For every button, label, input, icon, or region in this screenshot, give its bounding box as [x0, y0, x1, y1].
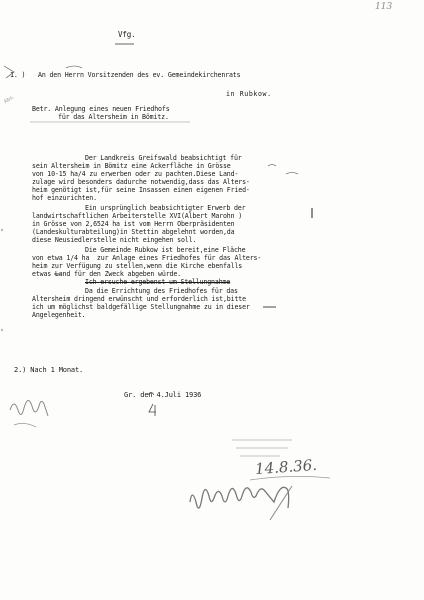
- body-p2-line-2: landwirtschaftlichen Arbeiterstelle XVI(Albert Marohn ): [32, 212, 243, 220]
- left-scribble: [10, 400, 48, 416]
- vfg-heading: Vfg.: [118, 30, 136, 39]
- body-p1-line-6: hof einzurichten.: [32, 194, 97, 202]
- struck-line: Ich ersuche ergebenst um Stellungnahme: [85, 278, 231, 286]
- body-p4-line-1: Da die Errichtung des Friedhofes für das: [85, 287, 238, 295]
- body-p2-line-4: (Landeskulturabteilung)in Stettin abgelehnt worden,da: [32, 228, 235, 236]
- subject-line-2: für das Altersheim in Bömitz.: [58, 113, 169, 121]
- body-p3-line-4: etwas Land für den Zweck abgeben würde.: [32, 270, 181, 278]
- date-line: Gr. den 4.Juli 1936: [124, 391, 202, 399]
- body-p3-line-2: von etwa 1/4 ha zur Anlage eines Friedhofes für das Alters-: [32, 254, 262, 262]
- item-number-1: 1. ): [10, 71, 26, 79]
- date-digit-four-mark: [149, 404, 156, 416]
- left-scribble-tail: [14, 423, 36, 427]
- body-p1-line-4: zulage wird besonders dadurche notwendig,dass das Alters-: [32, 178, 250, 186]
- body-p4-line-3: ich um möglichst baldgefällige Stellungnahme zu in dieser: [32, 303, 250, 311]
- date-correction: [148, 393, 154, 396]
- correction-land: [268, 165, 276, 167]
- handwritten-date-note: 14.8.36.: [254, 455, 318, 479]
- punch-hole-bottom: [1, 329, 3, 331]
- body-p2-line-1: Ein ursprünglich beabsichtigter Erwerb der: [85, 204, 246, 212]
- body-p4-line-4: Angelegenheit.: [32, 311, 86, 319]
- diagonal-stamp: Abs.: [3, 94, 16, 106]
- body-p2-line-3: in Grösse von 2,6524 ha ist vom Herrn Oberpräsidenten: [32, 220, 235, 228]
- recipient-place: in Rubkow.: [226, 90, 272, 98]
- body-p1-line-3: von 10-15 ha/4 zu erwerben oder zu pachten.Diese Land-: [32, 170, 239, 178]
- body-p3-line-3: heim zur Verfügung zu stellen,wenn die Kirche ebenfalls: [32, 262, 243, 270]
- body-p4-line-2: Altersheim dringend erwünscht und erforderlich ist,bitte: [32, 295, 246, 303]
- body-p1-line-1: Der Landkreis Greifswald beabsichtigt für: [85, 154, 242, 162]
- subject-line-1: Betr. Anlegung eines neuen Friedhofs: [32, 105, 170, 113]
- body-p1-line-5: heim genötigt ist,für seine Insassen einen eigenen Fried-: [32, 186, 250, 194]
- signature-scribble: [190, 487, 289, 508]
- body-p1-line-2: sein Altersheim in Bömitz eine Ackerfläche in Grösse: [32, 162, 231, 170]
- punch-hole-top: [1, 229, 3, 231]
- folio-number: 113: [375, 2, 393, 12]
- body-p2-line-5: diese Neusiedlerstelle nicht eingehen soll.: [32, 236, 197, 244]
- followup-line: 2.) Nach 1 Monat.: [14, 366, 84, 374]
- body-p3-line-1: Die Gemeinde Rubkow ist bereit,eine Fläche: [85, 246, 246, 254]
- correction-alters: [286, 173, 298, 175]
- faint-mark-1: [232, 440, 292, 456]
- correction-herrn: [66, 66, 82, 68]
- recipient-line: An den Herrn Vorsitzenden des ev. Gemeindekirchenrats: [38, 71, 241, 79]
- date-note-underline: [250, 476, 330, 480]
- pen-arrow-mark: [4, 66, 14, 78]
